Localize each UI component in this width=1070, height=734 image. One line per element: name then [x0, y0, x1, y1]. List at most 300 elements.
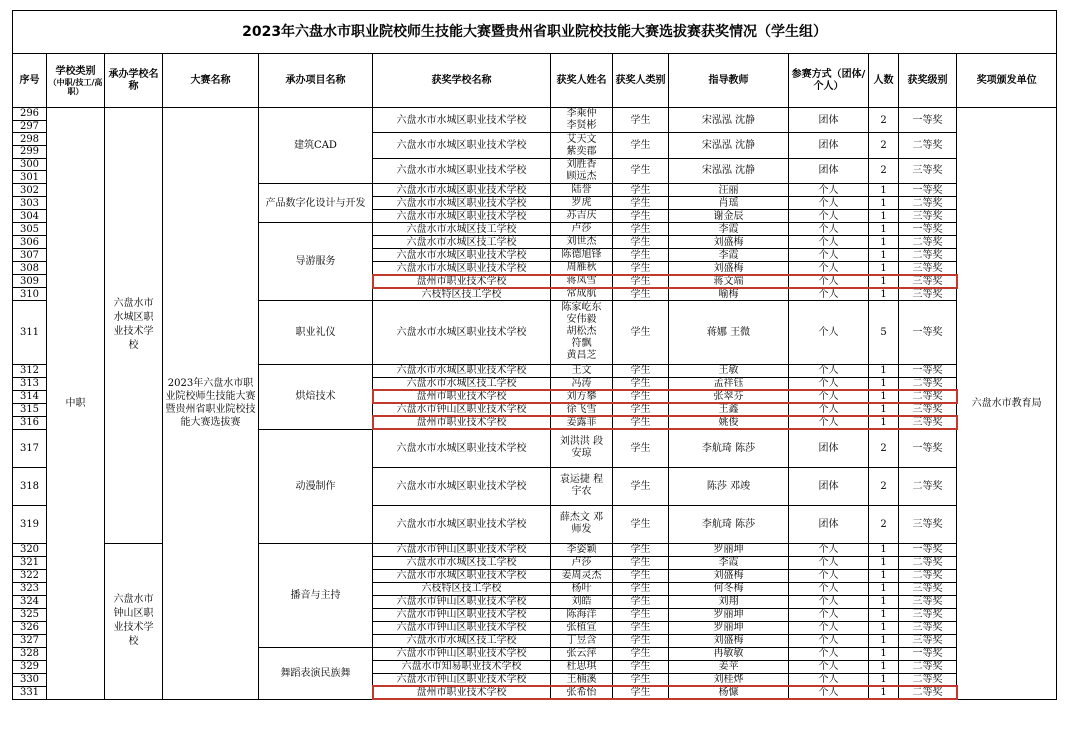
winner-cell — [551, 288, 613, 301]
level-cell: 二等奖 — [899, 556, 957, 569]
level-cell: 二等奖 — [899, 197, 957, 210]
seq-cell: 318 — [13, 467, 47, 505]
mode-cell: 个人 — [789, 621, 869, 634]
host-school-cell: 六盘水市钟山区职业技术学校 — [105, 543, 163, 699]
mode-cell: 个人 — [789, 249, 869, 262]
winner-type-cell: 学生 — [613, 262, 669, 275]
seq-cell: 324 — [13, 595, 47, 608]
mode-cell: 个人 — [789, 288, 869, 301]
winner-name: 刘洪洪 段 — [559, 436, 604, 448]
winner-cell — [551, 262, 613, 275]
award-school-cell: 六枝特区技工学校 — [373, 582, 551, 595]
winner-cell — [551, 467, 613, 505]
seq-cell: 300 — [13, 158, 47, 171]
seq-cell: 323 — [13, 582, 47, 595]
winner-cell — [551, 429, 613, 467]
winner-cell — [551, 364, 613, 377]
seq-cell: 311 — [13, 301, 47, 364]
award-school-cell: 六盘水市水城区职业技术学校 — [373, 505, 551, 543]
header-school-type-sub: （中职/技工/高职） — [48, 77, 103, 96]
seq-cell: 328 — [13, 647, 47, 660]
award-school-cell: 六盘水市水城区职业技术学校 — [373, 197, 551, 210]
header-winner-type: 获奖人类别 — [613, 54, 669, 108]
level-cell: 二等奖 — [899, 133, 957, 158]
winner-name: 杜思琪 — [566, 660, 597, 672]
seq-cell: 309 — [13, 275, 47, 288]
award-school-cell: 六盘水市水城区职业技术学校 — [373, 569, 551, 582]
header-level: 获奖级别 — [899, 54, 957, 108]
winner-name: 薛杰文 邓 — [559, 512, 604, 524]
mode-cell: 个人 — [789, 582, 869, 595]
teacher-cell: 张翠芬 — [669, 390, 789, 403]
seq-cell: 302 — [13, 184, 47, 197]
winner-cell — [551, 634, 613, 647]
winner-cell — [551, 595, 613, 608]
winner-type-cell: 学生 — [613, 505, 669, 543]
seq-cell: 297 — [13, 120, 47, 133]
teacher-cell: 宋泓泓 沈静 — [669, 133, 789, 158]
count-cell: 1 — [869, 660, 899, 673]
mode-cell: 个人 — [789, 608, 869, 621]
mode-cell: 个人 — [789, 416, 869, 429]
winner-cell — [551, 197, 613, 210]
seq-cell: 322 — [13, 569, 47, 582]
winner-cell — [551, 390, 613, 403]
level-cell: 一等奖 — [899, 543, 957, 556]
count-cell: 1 — [869, 262, 899, 275]
level-cell: 一等奖 — [899, 301, 957, 364]
level-cell: 二等奖 — [899, 569, 957, 582]
teacher-cell: 姚俊 — [669, 416, 789, 429]
winner-name: 紫奕郡 — [566, 145, 597, 157]
winner-name: 陈家屹东 — [561, 302, 602, 314]
winner-name: 李乘仲 — [566, 108, 597, 120]
mode-cell: 团体 — [789, 429, 869, 467]
table-row — [13, 108, 1057, 121]
project-cell: 导游服务 — [259, 223, 373, 301]
teacher-cell: 李霞 — [669, 249, 789, 262]
seq-cell: 320 — [13, 543, 47, 556]
winner-cell — [551, 223, 613, 236]
mode-cell: 个人 — [789, 543, 869, 556]
teacher-cell: 陈莎 邓竣 — [669, 467, 789, 505]
award-table-body — [13, 108, 1057, 700]
award-school-cell: 六盘水市水城区职业技术学校 — [373, 210, 551, 223]
header-contest: 大赛名称 — [163, 54, 259, 108]
mode-cell: 个人 — [789, 390, 869, 403]
winner-name: 罗虎 — [571, 197, 592, 209]
level-cell: 三等奖 — [899, 505, 957, 543]
winner-name: 冯涛 — [571, 377, 592, 389]
mode-cell: 团体 — [789, 108, 869, 133]
level-cell: 三等奖 — [899, 621, 957, 634]
teacher-cell: 刘盛梅 — [669, 236, 789, 249]
level-cell: 三等奖 — [899, 582, 957, 595]
winner-name: 安琼 — [571, 448, 592, 460]
mode-cell: 团体 — [789, 505, 869, 543]
winner-name: 王文 — [571, 364, 592, 376]
mode-cell: 个人 — [789, 301, 869, 364]
mode-cell: 个人 — [789, 377, 869, 390]
award-school-cell: 六盘水市水城区技工学校 — [373, 223, 551, 236]
winner-name: 苏吉庆 — [566, 210, 597, 222]
award-school-cell: 六盘水市水城区职业技术学校 — [373, 364, 551, 377]
level-cell: 三等奖 — [899, 158, 957, 183]
award-school-cell: 六盘水市钟山区职业技术学校 — [373, 621, 551, 634]
teacher-cell: 罗丽坤 — [669, 608, 789, 621]
seq-cell: 303 — [13, 197, 47, 210]
winner-cell — [551, 184, 613, 197]
mode-cell: 个人 — [789, 673, 869, 686]
count-cell: 1 — [869, 403, 899, 416]
seq-cell: 298 — [13, 133, 47, 146]
winner-type-cell: 学生 — [613, 543, 669, 556]
level-cell: 二等奖 — [899, 660, 957, 673]
winner-name: 杨叶 — [571, 582, 592, 594]
project-cell: 播音与主持 — [259, 543, 373, 647]
winner-name: 刘方攀 — [566, 390, 597, 402]
contest-name-cell: 2023年六盘水市职业院校师生技能大赛暨贵州省职业院校技能大赛选拔赛 — [163, 108, 259, 700]
winner-cell — [551, 301, 613, 364]
winner-type-cell: 学生 — [613, 569, 669, 582]
winner-cell — [551, 403, 613, 416]
award-school-cell: 盘州市职业技术学校 — [373, 416, 551, 429]
level-cell: 一等奖 — [899, 223, 957, 236]
teacher-cell: 蒋文端 — [669, 275, 789, 288]
winner-type-cell: 学生 — [613, 582, 669, 595]
winner-type-cell: 学生 — [613, 377, 669, 390]
seq-cell: 331 — [13, 686, 47, 699]
winner-type-cell: 学生 — [613, 595, 669, 608]
count-cell: 1 — [869, 184, 899, 197]
level-cell: 三等奖 — [899, 262, 957, 275]
award-school-cell: 六盘水市水城区技工学校 — [373, 236, 551, 249]
count-cell: 1 — [869, 647, 899, 660]
mode-cell: 个人 — [789, 184, 869, 197]
winner-cell — [551, 505, 613, 543]
teacher-cell: 肖瑶 — [669, 197, 789, 210]
winner-type-cell: 学生 — [613, 621, 669, 634]
mode-cell: 个人 — [789, 197, 869, 210]
count-cell: 2 — [869, 429, 899, 467]
award-school-cell: 六盘水市钟山区职业技术学校 — [373, 673, 551, 686]
seq-cell: 314 — [13, 390, 47, 403]
level-cell: 一等奖 — [899, 108, 957, 133]
award-school-cell: 六盘水市水城区职业技术学校 — [373, 158, 551, 183]
count-cell: 1 — [869, 621, 899, 634]
count-cell: 1 — [869, 416, 899, 429]
teacher-cell: 李航琦 陈莎 — [669, 505, 789, 543]
award-school-cell: 六盘水市知易职业技术学校 — [373, 660, 551, 673]
project-cell: 产品数字化设计与开发 — [259, 184, 373, 223]
count-cell: 1 — [869, 223, 899, 236]
award-school-cell: 盘州市职业技术学校 — [373, 275, 551, 288]
winner-type-cell: 学生 — [613, 236, 669, 249]
count-cell: 1 — [869, 236, 899, 249]
winner-name: 陈德旭锋 — [561, 249, 602, 261]
award-school-cell: 六盘水市水城区技工学校 — [373, 556, 551, 569]
winner-cell — [551, 158, 613, 183]
award-school-cell: 六盘水市水城区职业技术学校 — [373, 249, 551, 262]
teacher-cell: 宋泓泓 沈静 — [669, 158, 789, 183]
count-cell: 1 — [869, 390, 899, 403]
award-school-cell: 六盘水市水城区职业技术学校 — [373, 429, 551, 467]
award-school-cell: 六盘水市水城区职业技术学校 — [373, 184, 551, 197]
winner-cell — [551, 673, 613, 686]
teacher-cell: 刘盛梅 — [669, 569, 789, 582]
winner-name: 卢莎 — [571, 556, 592, 568]
project-cell: 舞蹈表演民族舞 — [259, 647, 373, 699]
teacher-cell: 杨慷 — [669, 686, 789, 699]
level-cell: 三等奖 — [899, 288, 957, 301]
winner-cell — [551, 416, 613, 429]
level-cell: 二等奖 — [899, 686, 957, 699]
award-school-cell: 六盘水市钟山区职业技术学校 — [373, 608, 551, 621]
teacher-cell: 蒋娜 王微 — [669, 301, 789, 364]
level-cell: 三等奖 — [899, 275, 957, 288]
teacher-cell: 刘桂烨 — [669, 673, 789, 686]
level-cell: 三等奖 — [899, 416, 957, 429]
winner-name: 张云萍 — [566, 647, 597, 659]
level-cell: 一等奖 — [899, 429, 957, 467]
mode-cell: 团体 — [789, 133, 869, 158]
teacher-cell: 孟祥钰 — [669, 377, 789, 390]
count-cell: 2 — [869, 467, 899, 505]
mode-cell: 个人 — [789, 634, 869, 647]
winner-type-cell: 学生 — [613, 467, 669, 505]
winner-name: 袁运捷 程 — [559, 474, 604, 486]
count-cell: 1 — [869, 569, 899, 582]
teacher-cell: 李霞 — [669, 556, 789, 569]
teacher-cell: 喻梅 — [669, 288, 789, 301]
mode-cell: 个人 — [789, 275, 869, 288]
teacher-cell: 谢金辰 — [669, 210, 789, 223]
winner-type-cell: 学生 — [613, 275, 669, 288]
count-cell: 1 — [869, 364, 899, 377]
count-cell: 1 — [869, 556, 899, 569]
seq-cell: 304 — [13, 210, 47, 223]
winner-type-cell: 学生 — [613, 608, 669, 621]
teacher-cell: 宋泓泓 沈静 — [669, 108, 789, 133]
count-cell: 1 — [869, 210, 899, 223]
level-cell: 二等奖 — [899, 377, 957, 390]
award-school-cell: 盘州市职业技术学校 — [373, 390, 551, 403]
winner-name: 张希怡 — [566, 686, 597, 698]
level-cell: 一等奖 — [899, 184, 957, 197]
seq-cell: 306 — [13, 236, 47, 249]
header-count: 人数 — [869, 54, 899, 108]
award-table-sheet — [12, 10, 1056, 700]
winner-type-cell: 学生 — [613, 647, 669, 660]
winner-name: 刘皓 — [571, 595, 592, 607]
winner-type-cell: 学生 — [613, 556, 669, 569]
winner-name: 卢莎 — [571, 223, 592, 235]
count-cell: 1 — [869, 288, 899, 301]
winner-name: 徐飞雪 — [566, 403, 597, 415]
level-cell: 一等奖 — [899, 364, 957, 377]
count-cell: 2 — [869, 108, 899, 133]
award-school-cell: 六盘水市钟山区职业技术学校 — [373, 543, 551, 556]
seq-cell: 329 — [13, 660, 47, 673]
winner-type-cell: 学生 — [613, 184, 669, 197]
winner-name: 姜露菲 — [566, 416, 597, 428]
teacher-cell: 刘翔 — [669, 595, 789, 608]
count-cell: 1 — [869, 608, 899, 621]
winner-type-cell: 学生 — [613, 133, 669, 158]
level-cell: 三等奖 — [899, 403, 957, 416]
mode-cell: 个人 — [789, 403, 869, 416]
winner-cell — [551, 377, 613, 390]
winner-name: 师发 — [571, 524, 592, 536]
header-teacher: 指导教师 — [669, 54, 789, 108]
winner-type-cell: 学生 — [613, 223, 669, 236]
award-school-cell: 六盘水市水城区职业技术学校 — [373, 133, 551, 158]
winner-type-cell: 学生 — [613, 197, 669, 210]
level-cell: 一等奖 — [899, 647, 957, 660]
mode-cell: 个人 — [789, 262, 869, 275]
award-school-cell: 六盘水市钟山区职业技术学校 — [373, 403, 551, 416]
winner-type-cell: 学生 — [613, 686, 669, 699]
mode-cell: 个人 — [789, 236, 869, 249]
winner-name: 宇农 — [571, 486, 592, 498]
header-award-school: 获奖学校名称 — [373, 54, 551, 108]
winner-name: 陆誉 — [571, 184, 592, 196]
mode-cell: 个人 — [789, 569, 869, 582]
award-school-cell: 六盘水市水城区职业技术学校 — [373, 108, 551, 133]
winner-type-cell: 学生 — [613, 673, 669, 686]
mode-cell: 个人 — [789, 556, 869, 569]
seq-cell: 310 — [13, 288, 47, 301]
winner-type-cell: 学生 — [613, 249, 669, 262]
header-row — [13, 54, 1057, 108]
winner-cell — [551, 108, 613, 133]
winner-cell — [551, 249, 613, 262]
winner-name: 刘胜香 — [566, 158, 597, 170]
mode-cell: 个人 — [789, 210, 869, 223]
count-cell: 2 — [869, 505, 899, 543]
winner-name: 胡松杰 — [566, 326, 597, 338]
mode-cell: 个人 — [789, 647, 869, 660]
seq-cell: 308 — [13, 262, 47, 275]
winner-cell — [551, 582, 613, 595]
winner-type-cell: 学生 — [613, 416, 669, 429]
teacher-cell: 李霞 — [669, 223, 789, 236]
level-cell: 三等奖 — [899, 634, 957, 647]
award-school-cell: 盘州市职业技术学校 — [373, 686, 551, 699]
award-school-cell: 六盘水市水城区职业技术学校 — [373, 467, 551, 505]
count-cell: 2 — [869, 158, 899, 183]
count-cell: 5 — [869, 301, 899, 364]
count-cell: 1 — [869, 197, 899, 210]
project-cell: 职业礼仪 — [259, 301, 373, 364]
winner-name: 安伟毅 — [566, 314, 597, 326]
teacher-cell: 王鑫 — [669, 403, 789, 416]
award-school-cell: 六盘水市水城区职业技术学校 — [373, 301, 551, 364]
winner-type-cell: 学生 — [613, 108, 669, 133]
winner-type-cell: 学生 — [613, 390, 669, 403]
winner-type-cell: 学生 — [613, 288, 669, 301]
teacher-cell: 何冬梅 — [669, 582, 789, 595]
teacher-cell: 汪丽 — [669, 184, 789, 197]
winner-cell — [551, 660, 613, 673]
count-cell: 1 — [869, 634, 899, 647]
winner-cell — [551, 686, 613, 699]
award-school-cell: 六盘水市钟山区职业技术学校 — [373, 647, 551, 660]
teacher-cell: 冉敏敏 — [669, 647, 789, 660]
seq-cell: 330 — [13, 673, 47, 686]
count-cell: 1 — [869, 377, 899, 390]
winner-type-cell: 学生 — [613, 429, 669, 467]
seq-cell: 316 — [13, 416, 47, 429]
level-cell: 二等奖 — [899, 673, 957, 686]
seq-cell: 296 — [13, 108, 47, 121]
winner-type-cell: 学生 — [613, 158, 669, 183]
project-cell: 烘焙技术 — [259, 364, 373, 429]
seq-cell: 313 — [13, 377, 47, 390]
winner-name: 符飘 — [571, 338, 592, 350]
header-school-type — [47, 54, 105, 108]
level-cell: 三等奖 — [899, 210, 957, 223]
award-school-cell: 六盘水市水城区职业技术学校 — [373, 262, 551, 275]
winner-name: 刘世杰 — [566, 236, 597, 248]
winner-cell — [551, 543, 613, 556]
winner-cell — [551, 133, 613, 158]
level-cell: 二等奖 — [899, 236, 957, 249]
winner-name: 姜周灵杰 — [561, 569, 602, 581]
teacher-cell: 李航琦 陈莎 — [669, 429, 789, 467]
school-type-cell: 中职 — [47, 108, 105, 700]
mode-cell: 个人 — [789, 364, 869, 377]
winner-type-cell: 学生 — [613, 660, 669, 673]
seq-cell: 326 — [13, 621, 47, 634]
winner-name: 李姿颖 — [566, 543, 597, 555]
mode-cell: 个人 — [789, 660, 869, 673]
winner-type-cell: 学生 — [613, 364, 669, 377]
seq-cell: 301 — [13, 171, 47, 184]
count-cell: 1 — [869, 673, 899, 686]
winner-type-cell: 学生 — [613, 634, 669, 647]
teacher-cell: 刘盛梅 — [669, 634, 789, 647]
teacher-cell: 罗丽坤 — [669, 621, 789, 634]
header-winner: 获奖人姓名 — [551, 54, 613, 108]
winner-name: 李贤彬 — [566, 120, 597, 132]
host-school-cell: 六盘水市水城区职业技术学校 — [105, 108, 163, 544]
winner-cell — [551, 210, 613, 223]
winner-cell — [551, 275, 613, 288]
seq-cell: 315 — [13, 403, 47, 416]
award-school-cell: 六枝特区技工学校 — [373, 288, 551, 301]
header-seq: 序号 — [13, 54, 47, 108]
teacher-cell: 刘盛梅 — [669, 262, 789, 275]
mode-cell: 团体 — [789, 467, 869, 505]
winner-cell — [551, 608, 613, 621]
level-cell: 二等奖 — [899, 467, 957, 505]
winner-name: 张植宣 — [566, 621, 597, 633]
count-cell: 2 — [869, 133, 899, 158]
count-cell: 1 — [869, 595, 899, 608]
winner-name: 蒋凤雪 — [566, 275, 597, 287]
winner-cell — [551, 569, 613, 582]
level-cell: 二等奖 — [899, 249, 957, 262]
seq-cell: 317 — [13, 429, 47, 467]
count-cell: 1 — [869, 543, 899, 556]
award-school-cell: 六盘水市水城区技工学校 — [373, 377, 551, 390]
project-cell: 建筑CAD — [259, 108, 373, 184]
seq-cell: 319 — [13, 505, 47, 543]
winner-name: 常成航 — [566, 288, 597, 300]
count-cell: 1 — [869, 275, 899, 288]
header-host-school: 承办学校名称 — [105, 54, 163, 108]
